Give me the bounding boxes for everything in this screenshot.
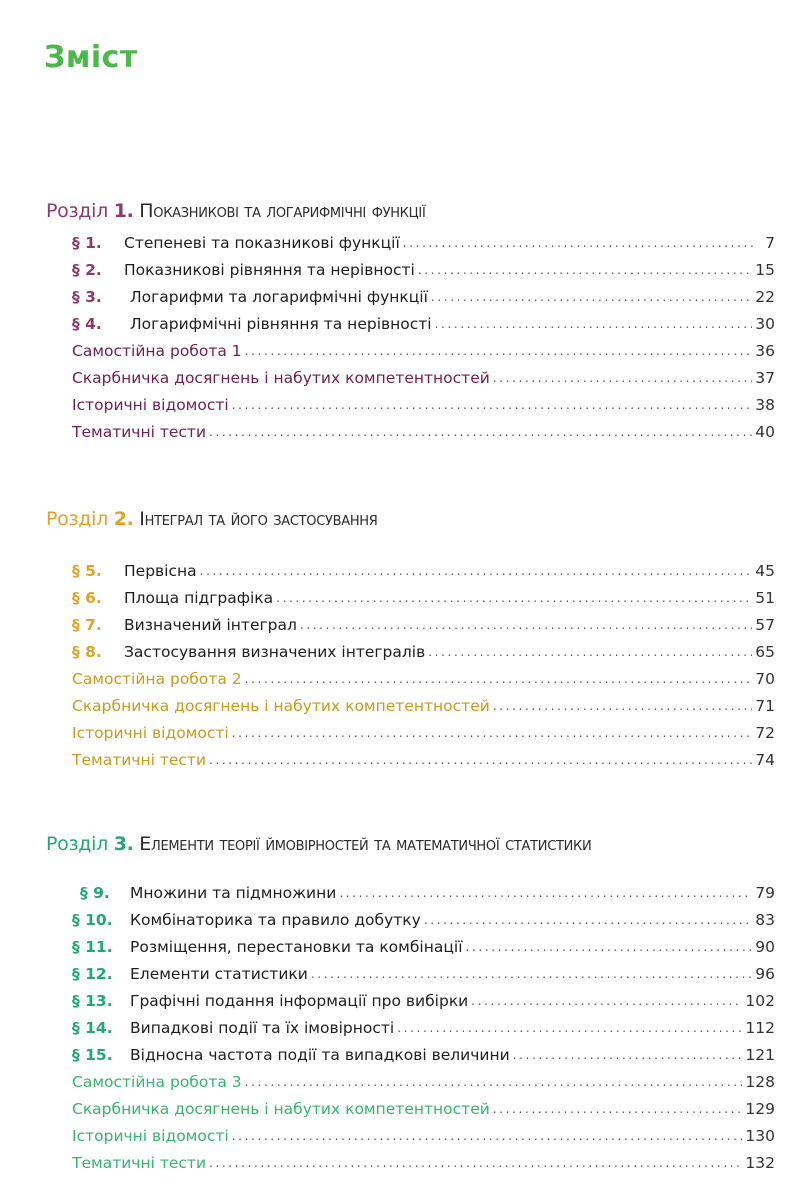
- entry-title: Графічні подання інформації про вибірки: [130, 992, 469, 1010]
- page-number: 128: [745, 1073, 775, 1091]
- entry-title: Скарбничка досягнень і набутих компетентностей: [72, 1100, 490, 1118]
- dot-leader: [209, 753, 752, 767]
- page-number: 30: [755, 315, 775, 333]
- paragraph-number: § 6.: [72, 589, 102, 607]
- toc-row[interactable]: [72, 589, 775, 613]
- paragraph-number: § 5.: [72, 562, 102, 580]
- toc-row[interactable]: [72, 911, 775, 935]
- toc-row[interactable]: [72, 751, 775, 775]
- toc-row[interactable]: [72, 992, 775, 1016]
- entry-title: Застосування визначених інтегралів: [124, 643, 426, 661]
- dot-leader: [471, 994, 742, 1008]
- entry-title: Скарбничка досягнень і набутих компетентностей: [72, 697, 490, 715]
- toc-row[interactable]: [72, 643, 775, 667]
- entry-title: Розміщення, перестановки та комбінації: [130, 938, 463, 956]
- entry-title: Скарбничка досягнень і набутих компетентностей: [72, 369, 490, 387]
- toc-row[interactable]: [72, 884, 775, 908]
- toc-row[interactable]: [72, 616, 775, 640]
- page-number: 45: [755, 562, 775, 580]
- page-number: 112: [745, 1019, 775, 1037]
- paragraph-number: § 9.: [80, 884, 110, 902]
- entry-title: Елементи статистики: [130, 965, 308, 983]
- paragraph-number: § 8.: [72, 643, 102, 661]
- entry-title: Логарифмічні рівняння та нерівності: [130, 315, 432, 333]
- entry-title: Комбінаторика та правило добутку: [130, 911, 421, 929]
- page-number: 15: [755, 261, 775, 279]
- dot-leader: [245, 1075, 743, 1089]
- paragraph-number: § 11.: [72, 938, 113, 956]
- toc-row[interactable]: [72, 965, 775, 989]
- section-name: Показникові та логарифмічні функції: [139, 200, 426, 222]
- page-number: 102: [745, 992, 775, 1010]
- toc-row[interactable]: [72, 234, 775, 258]
- dot-leader: [232, 726, 753, 740]
- toc-row[interactable]: [72, 1100, 775, 1124]
- paragraph-number: § 12.: [72, 965, 113, 983]
- entry-title: Тематичні тести: [72, 751, 207, 769]
- dot-leader: [403, 236, 756, 250]
- dot-leader: [232, 398, 753, 412]
- toc-row[interactable]: [72, 423, 775, 447]
- entry-title: Випадкові події та їх імовірності: [130, 1019, 395, 1037]
- section-number: 2.: [113, 508, 134, 530]
- section-name: Інтеграл та його застосування: [139, 508, 378, 530]
- page-number: 74: [755, 751, 775, 769]
- page-title: Зміст: [44, 40, 138, 75]
- paragraph-number: § 4.: [72, 315, 102, 333]
- toc-row[interactable]: [72, 1127, 775, 1151]
- section-name: Елементи теорії ймовірностей та математичної статистики: [139, 833, 592, 855]
- entry-title: Визначений інтеграл: [124, 616, 297, 634]
- entry-title: Множини та підмножини: [130, 884, 337, 902]
- section-label: Розділ: [46, 200, 108, 222]
- entry-title: Показникові рівняння та нерівності: [124, 261, 415, 279]
- toc-row[interactable]: [72, 1019, 775, 1043]
- paragraph-number: § 13.: [72, 992, 113, 1010]
- paragraph-number: § 10.: [72, 911, 113, 929]
- dot-leader: [424, 913, 752, 927]
- page-number: 36: [755, 342, 775, 360]
- dot-leader: [418, 263, 752, 277]
- toc-row[interactable]: [72, 288, 775, 312]
- entry-title: Самостійна робота 2: [72, 670, 242, 688]
- dot-leader: [245, 672, 753, 686]
- page-number: 130: [745, 1127, 775, 1145]
- dot-leader: [300, 618, 752, 632]
- page-number: 51: [755, 589, 775, 607]
- section-heading: [46, 508, 378, 530]
- toc-row[interactable]: [72, 315, 775, 339]
- dot-leader: [311, 967, 752, 981]
- dot-leader: [513, 1048, 743, 1062]
- page-number: 38: [755, 396, 775, 414]
- section-number: 1.: [113, 200, 134, 222]
- toc-row[interactable]: [72, 562, 775, 586]
- page-number: 65: [755, 643, 775, 661]
- toc-row[interactable]: [72, 261, 775, 285]
- entry-title: Самостійна робота 3: [72, 1073, 242, 1091]
- paragraph-number: § 15.: [72, 1046, 113, 1064]
- toc-row[interactable]: [72, 670, 775, 694]
- dot-leader: [397, 1021, 742, 1035]
- paragraph-number: § 3.: [72, 288, 102, 306]
- page-number: 57: [755, 616, 775, 634]
- page-number: 40: [755, 423, 775, 441]
- section-heading: [46, 200, 425, 222]
- toc-row[interactable]: [72, 1154, 775, 1178]
- dot-leader: [493, 371, 752, 385]
- section-label: Розділ: [46, 508, 108, 530]
- dot-leader: [200, 564, 753, 578]
- paragraph-number: § 14.: [72, 1019, 113, 1037]
- entry-title: Площа підграфіка: [124, 589, 274, 607]
- page-number: 37: [755, 369, 775, 387]
- section-label: Розділ: [46, 833, 108, 855]
- toc-row[interactable]: [72, 1073, 775, 1097]
- dot-leader: [431, 290, 752, 304]
- dot-leader: [339, 886, 752, 900]
- page-number: 96: [755, 965, 775, 983]
- dot-leader: [493, 699, 752, 713]
- entry-title: Самостійна робота 1: [72, 342, 242, 360]
- section-number: 3.: [113, 833, 134, 855]
- paragraph-number: § 1.: [72, 234, 102, 252]
- entry-title: Тематичні тести: [72, 423, 207, 441]
- toc-row[interactable]: [72, 938, 775, 962]
- page-number: 71: [755, 697, 775, 715]
- dot-leader: [493, 1102, 743, 1116]
- entry-title: Степеневі та показникові функції: [124, 234, 400, 252]
- dot-leader: [209, 1156, 742, 1170]
- page-number: 22: [755, 288, 775, 306]
- page-number: 83: [755, 911, 775, 929]
- dot-leader: [435, 317, 753, 331]
- entry-title: Логарифми та логарифмічні функції: [130, 288, 428, 306]
- section-heading: [46, 833, 591, 855]
- page-number: 72: [755, 724, 775, 742]
- toc-row[interactable]: [72, 724, 775, 748]
- dot-leader: [209, 425, 752, 439]
- paragraph-number: § 7.: [72, 616, 102, 634]
- page-number: 129: [745, 1100, 775, 1118]
- dot-leader: [466, 940, 753, 954]
- dot-leader: [232, 1129, 743, 1143]
- page-number: 90: [755, 938, 775, 956]
- toc-row[interactable]: [72, 369, 775, 393]
- page-number: 7: [765, 234, 775, 252]
- toc-row[interactable]: [72, 697, 775, 721]
- toc-row[interactable]: [72, 342, 775, 366]
- dot-leader: [245, 344, 753, 358]
- toc-row[interactable]: [72, 396, 775, 420]
- entry-title: Тематичні тести: [72, 1154, 207, 1172]
- paragraph-number: § 2.: [72, 261, 102, 279]
- entry-title: Історичні відомості: [72, 396, 229, 414]
- entry-title: Історичні відомості: [72, 724, 229, 742]
- toc-row[interactable]: [72, 1046, 775, 1070]
- page-number: 132: [745, 1154, 775, 1172]
- entry-title: Первісна: [124, 562, 197, 580]
- entry-title: Історичні відомості: [72, 1127, 229, 1145]
- page-number: 70: [755, 670, 775, 688]
- page-number: 79: [755, 884, 775, 902]
- dot-leader: [276, 591, 752, 605]
- page-number: 121: [745, 1046, 775, 1064]
- entry-title: Відносна частота події та випадкові величини: [130, 1046, 510, 1064]
- dot-leader: [428, 645, 752, 659]
